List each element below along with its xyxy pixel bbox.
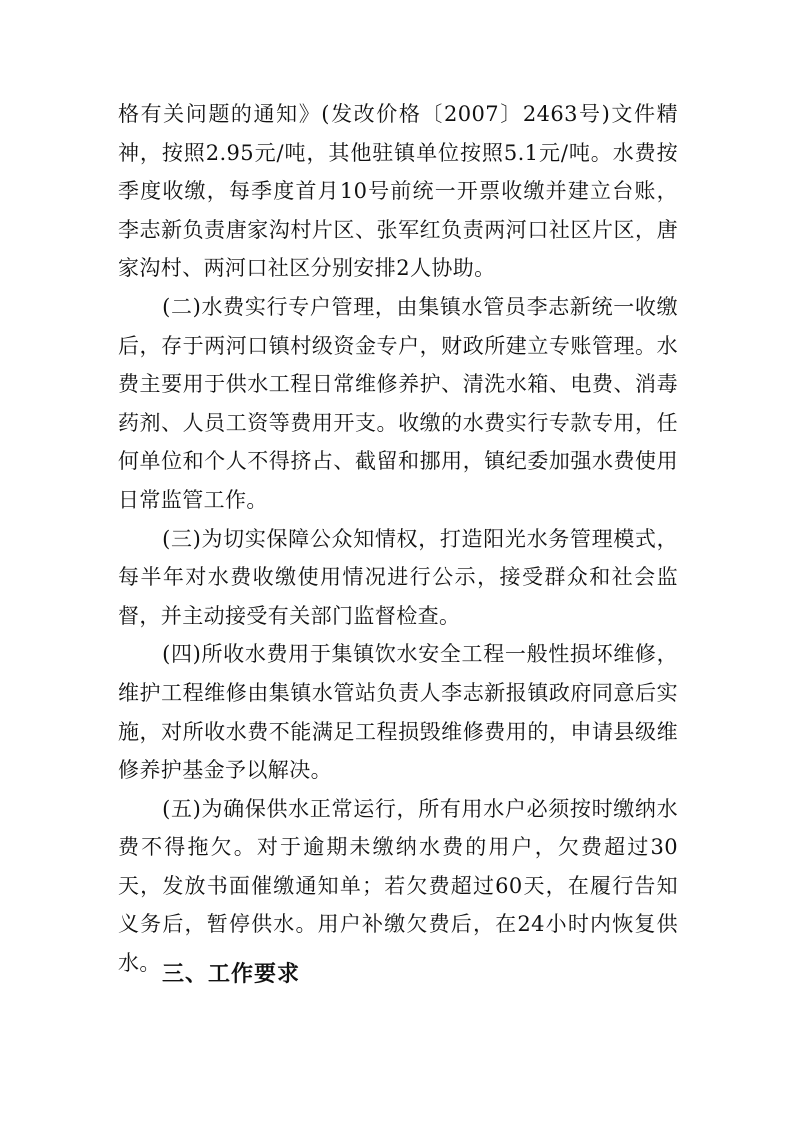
paragraph-item-2: (二)水费实行专户管理，由集镇水管员李志新统一收缴后，存于两河口镇村级资金专户，财政所建立专账管理。水费主要用于供水工程日常维修养护、清洗水箱、电费、消毒药剂、人员工资等费用开支。收缴的水费实行专款专用，任何单位和个人不得挤占、截留和挪用，镇纪委加强水费使用日常监管工作。 [118,294,678,512]
paragraph-item-5: (五)为确保供水正常运行，所有用水户必须按时缴纳水费不得拖欠。对于逾期未缴纳水费的用户，欠费超过30天，发放书面催缴通知单；若欠费超过60天，在履行告知义务后，暂停供水。用户补缴欠费后，在24小时内恢复供水。 [118,796,678,976]
paragraph-continuation: 格有关问题的通知》(发改价格〔2007〕2463号)文件精神，按照2.95元/吨，其他驻镇单位按照5.1元/吨。水费按季度收缴，每季度首月10号前统一开票收缴并建立台账，李志新负责唐家沟村片区、张军红负责两河口社区片区，唐家沟村、两河口社区分别安排2人协助。 [118,102,678,281]
section-heading-work-requirements: 三、工作要求 [162,962,301,987]
paragraph-item-4: (四)所收水费用于集镇饮水安全工程一般性损坏维修，维护工程维修由集镇水管站负责人李志新报镇政府同意后实施，对所收水费不能满足工程损毁维修费用的，申请县级维修养护基金予以解决。 [118,642,678,783]
document-body [118,95,678,983]
paragraph-item-3: (三)为切实保障公众知情权，打造阳光水务管理模式，每半年对水费收缴使用情况进行公示，接受群众和社会监督，并主动接受有关部门监督检查。 [118,526,678,628]
